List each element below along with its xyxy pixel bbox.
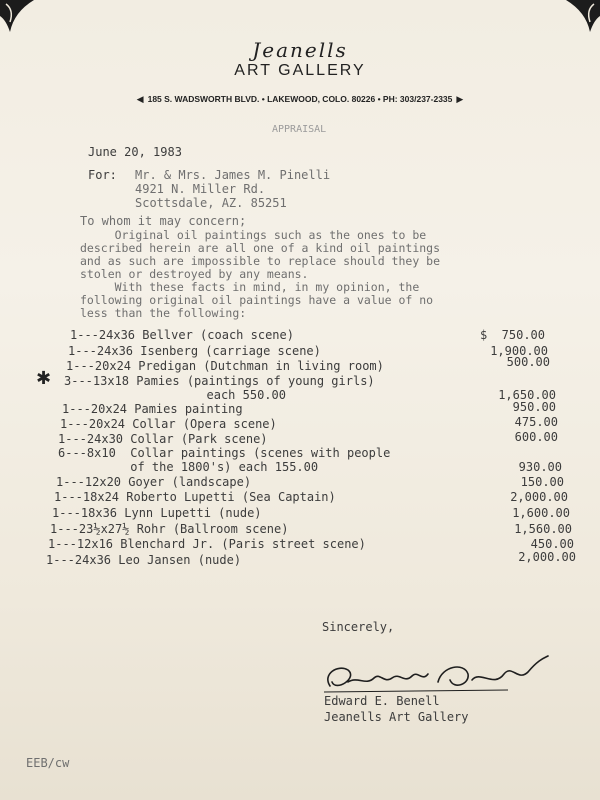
gallery-logo: Jeanells — [252, 38, 348, 62]
body-line: described herein are all one of a kind oil paintings — [80, 241, 441, 255]
arrow-right-icon: ▶ — [456, 94, 464, 104]
item-description: 1---18x24 Roberto Lupetti (Sea Captain) — [54, 490, 336, 504]
body-line: and as such are impossible to replace should they be — [80, 254, 441, 268]
corner-ornament-left — [0, 0, 40, 40]
asterisk-mark: ✱ — [36, 368, 52, 389]
item-amount: 450.00 — [530, 537, 574, 551]
item-amount: 1,900.00 — [490, 344, 548, 358]
item-description: 3---13x18 Pamies (paintings of young girls) — [64, 374, 375, 388]
item-description: 1---20x24 Pamies painting — [62, 402, 243, 416]
item-description: 1---12x16 Blenchard Jr. (Paris street scene) — [48, 537, 366, 551]
corner-ornament-right — [560, 0, 600, 40]
for-label: For: — [88, 168, 117, 182]
typist-initials: EEB/cw — [26, 756, 70, 770]
item-description: 1---24x30 Collar (Park scene) — [58, 432, 268, 446]
item-description: 1---24x36 Isenberg (carriage scene) — [68, 344, 321, 358]
item-amount: 2,000.00 — [518, 550, 576, 564]
gallery-name: ART GALLERY — [234, 62, 366, 79]
closing: Sincerely, — [322, 620, 395, 634]
item-amount: 1,560.00 — [514, 522, 572, 536]
gallery-address — [0, 94, 600, 105]
salutation: To whom it may concern; — [80, 214, 247, 228]
body-line: following original oil paintings have a value of no — [80, 293, 434, 307]
item-amount: 1,650.00 — [498, 388, 556, 402]
item-description: 1---20x24 Predigan (Dutchman in living room) — [66, 359, 384, 373]
item-description: 1---18x36 Lynn Lupetti (nude) — [52, 506, 262, 520]
item-description: 1---24x36 Bellver (coach scene) — [70, 328, 294, 342]
item-amount: 2,000.00 — [510, 490, 568, 504]
arrow-left-icon: ◀ — [136, 94, 144, 104]
recipient-line: Mr. & Mrs. James M. Pinelli — [135, 168, 331, 182]
item-amount: $ 750.00 — [479, 328, 545, 342]
body-line: With these facts in mind, in my opinion, the — [80, 280, 420, 294]
item-amount: 500.00 — [506, 355, 550, 369]
item-amount: 950.00 — [512, 400, 556, 414]
item-description: each 550.00 — [62, 388, 286, 402]
item-description: 1---24x36 Leo Jansen (nude) — [46, 553, 242, 567]
item-description: 1---12x20 Goyer (landscape) — [56, 475, 252, 489]
item-description: 1---23½x27½ Rohr (Ballroom scene) — [50, 522, 289, 536]
body-line: Original oil paintings such as the ones to be — [80, 228, 427, 242]
item-amount: 150.00 — [520, 475, 564, 489]
doc-title: APPRAISAL — [272, 124, 327, 135]
address-text: 185 S. WADSWORTH BLVD. • LAKEWOOD, COLO. 80226 • PH: 303/237-2335 — [147, 94, 453, 104]
handwritten-signature — [318, 652, 558, 700]
letter-date: June 20, 1983 — [88, 145, 182, 159]
item-amount: 930.00 — [518, 460, 562, 474]
item-amount: 1,600.00 — [512, 506, 570, 520]
item-description: of the 1800's) each 155.00 — [58, 460, 319, 474]
signature-org: Jeanells Art Gallery — [324, 710, 469, 724]
item-amount: 600.00 — [514, 430, 558, 444]
item-description: 6---8x10 Collar paintings (scenes with people — [58, 446, 391, 460]
recipient-line: Scottsdale, AZ. 85251 — [135, 196, 287, 210]
item-amount: 475.00 — [514, 415, 558, 429]
body-line: stolen or destroyed by any means. — [80, 267, 309, 281]
signature-name: Edward E. Benell — [324, 694, 440, 708]
body-line: less than the following: — [80, 306, 247, 320]
item-description: 1---20x24 Collar (Opera scene) — [60, 417, 277, 431]
recipient-line: 4921 N. Miller Rd. — [135, 182, 266, 196]
